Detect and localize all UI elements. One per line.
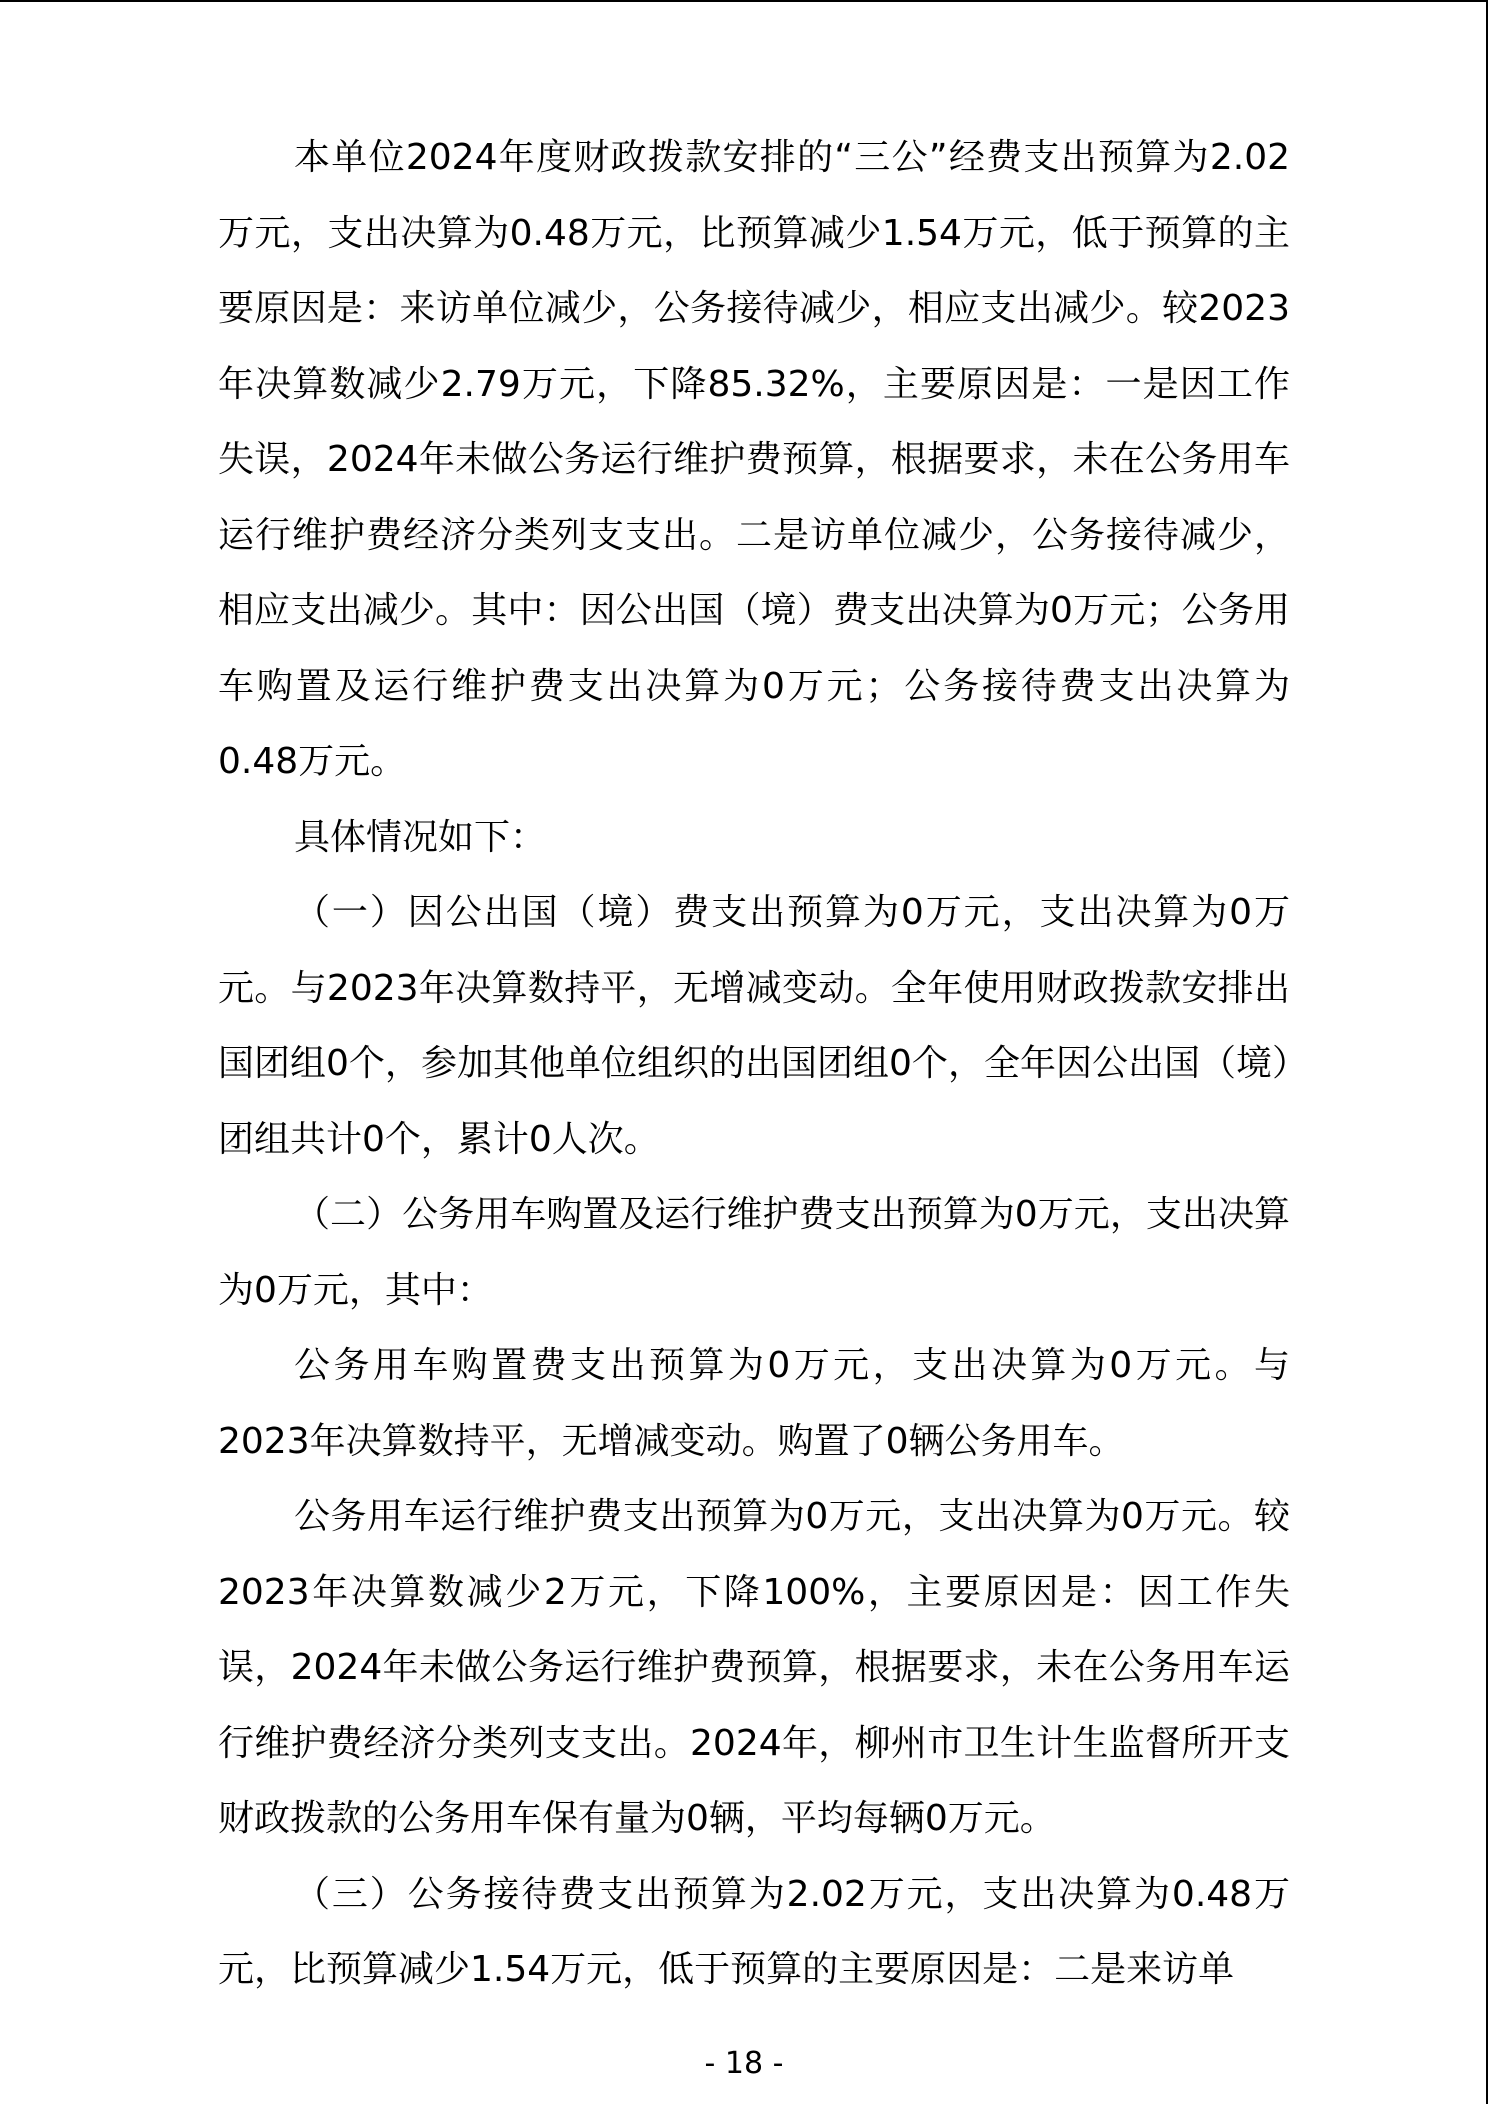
paragraph-section-1-overseas: （一）因公出国（境）费支出预算为0万元，支出决算为0万元。与2023年决算数持平，无增减变动。全年使用财政拨款安排出国团组0个，参加其他单位组织的出国团组0个，全年因公出国（境）团组共计0个，累计0人次。 bbox=[218, 892, 1290, 1160]
paragraph-details-intro: 具体情况如下： bbox=[294, 816, 547, 858]
paragraph-vehicle-purchase: 公务用车购置费支出预算为0万元，支出决算为0万元。与2023年决算数持平，无增减变动。购置了0辆公务用车。 bbox=[218, 1345, 1290, 1462]
paragraph-sangong-summary: 本单位2024年度财政拨款安排的“三公”经费支出预算为2.02万元，支出决算为0.48万元，比预算减少1.54万元，低于预算的主要原因是：来访单位减少，公务接待减少，相应支出减少。较2023年决算数减少2.79万元，下降85.32%，主要原因是：一是因工作失误，2024年未做公务运行维护费预算，根据要求，未在公务用车运行维护费经济分类列支支出。二是访单位减少，公务接待减少，相应支出减少。其中：因公出国（境）费支出决算为0万元；公务用车购置及运行维护费支出决算为0万元；公务接待费支出决算为0.48万元。 bbox=[218, 137, 1290, 782]
document-body bbox=[218, 120, 1290, 2008]
paragraph-section-2-vehicles: （二）公务用车购置及运行维护费支出预算为0万元，支出决算为0万元，其中： bbox=[218, 1194, 1290, 1311]
paragraph-section-3-reception: （三）公务接待费支出预算为2.02万元，支出决算为0.48万元，比预算减少1.54万元，低于预算的主要原因是：二是来访单 bbox=[218, 1873, 1290, 1990]
paragraph-vehicle-maintenance: 公务用车运行维护费支出预算为0万元，支出决算为0万元。较2023年决算数减少2万元，下降100%，主要原因是：因工作失误，2024年未做公务运行维护费预算，根据要求，未在公务用车运行维护费经济分类列支支出。2024年，柳州市卫生计生监督所开支财政拨款的公务用车保有量为0辆，平均每辆0万元。 bbox=[218, 1496, 1290, 1839]
page-number: - 18 - bbox=[704, 2046, 784, 2081]
